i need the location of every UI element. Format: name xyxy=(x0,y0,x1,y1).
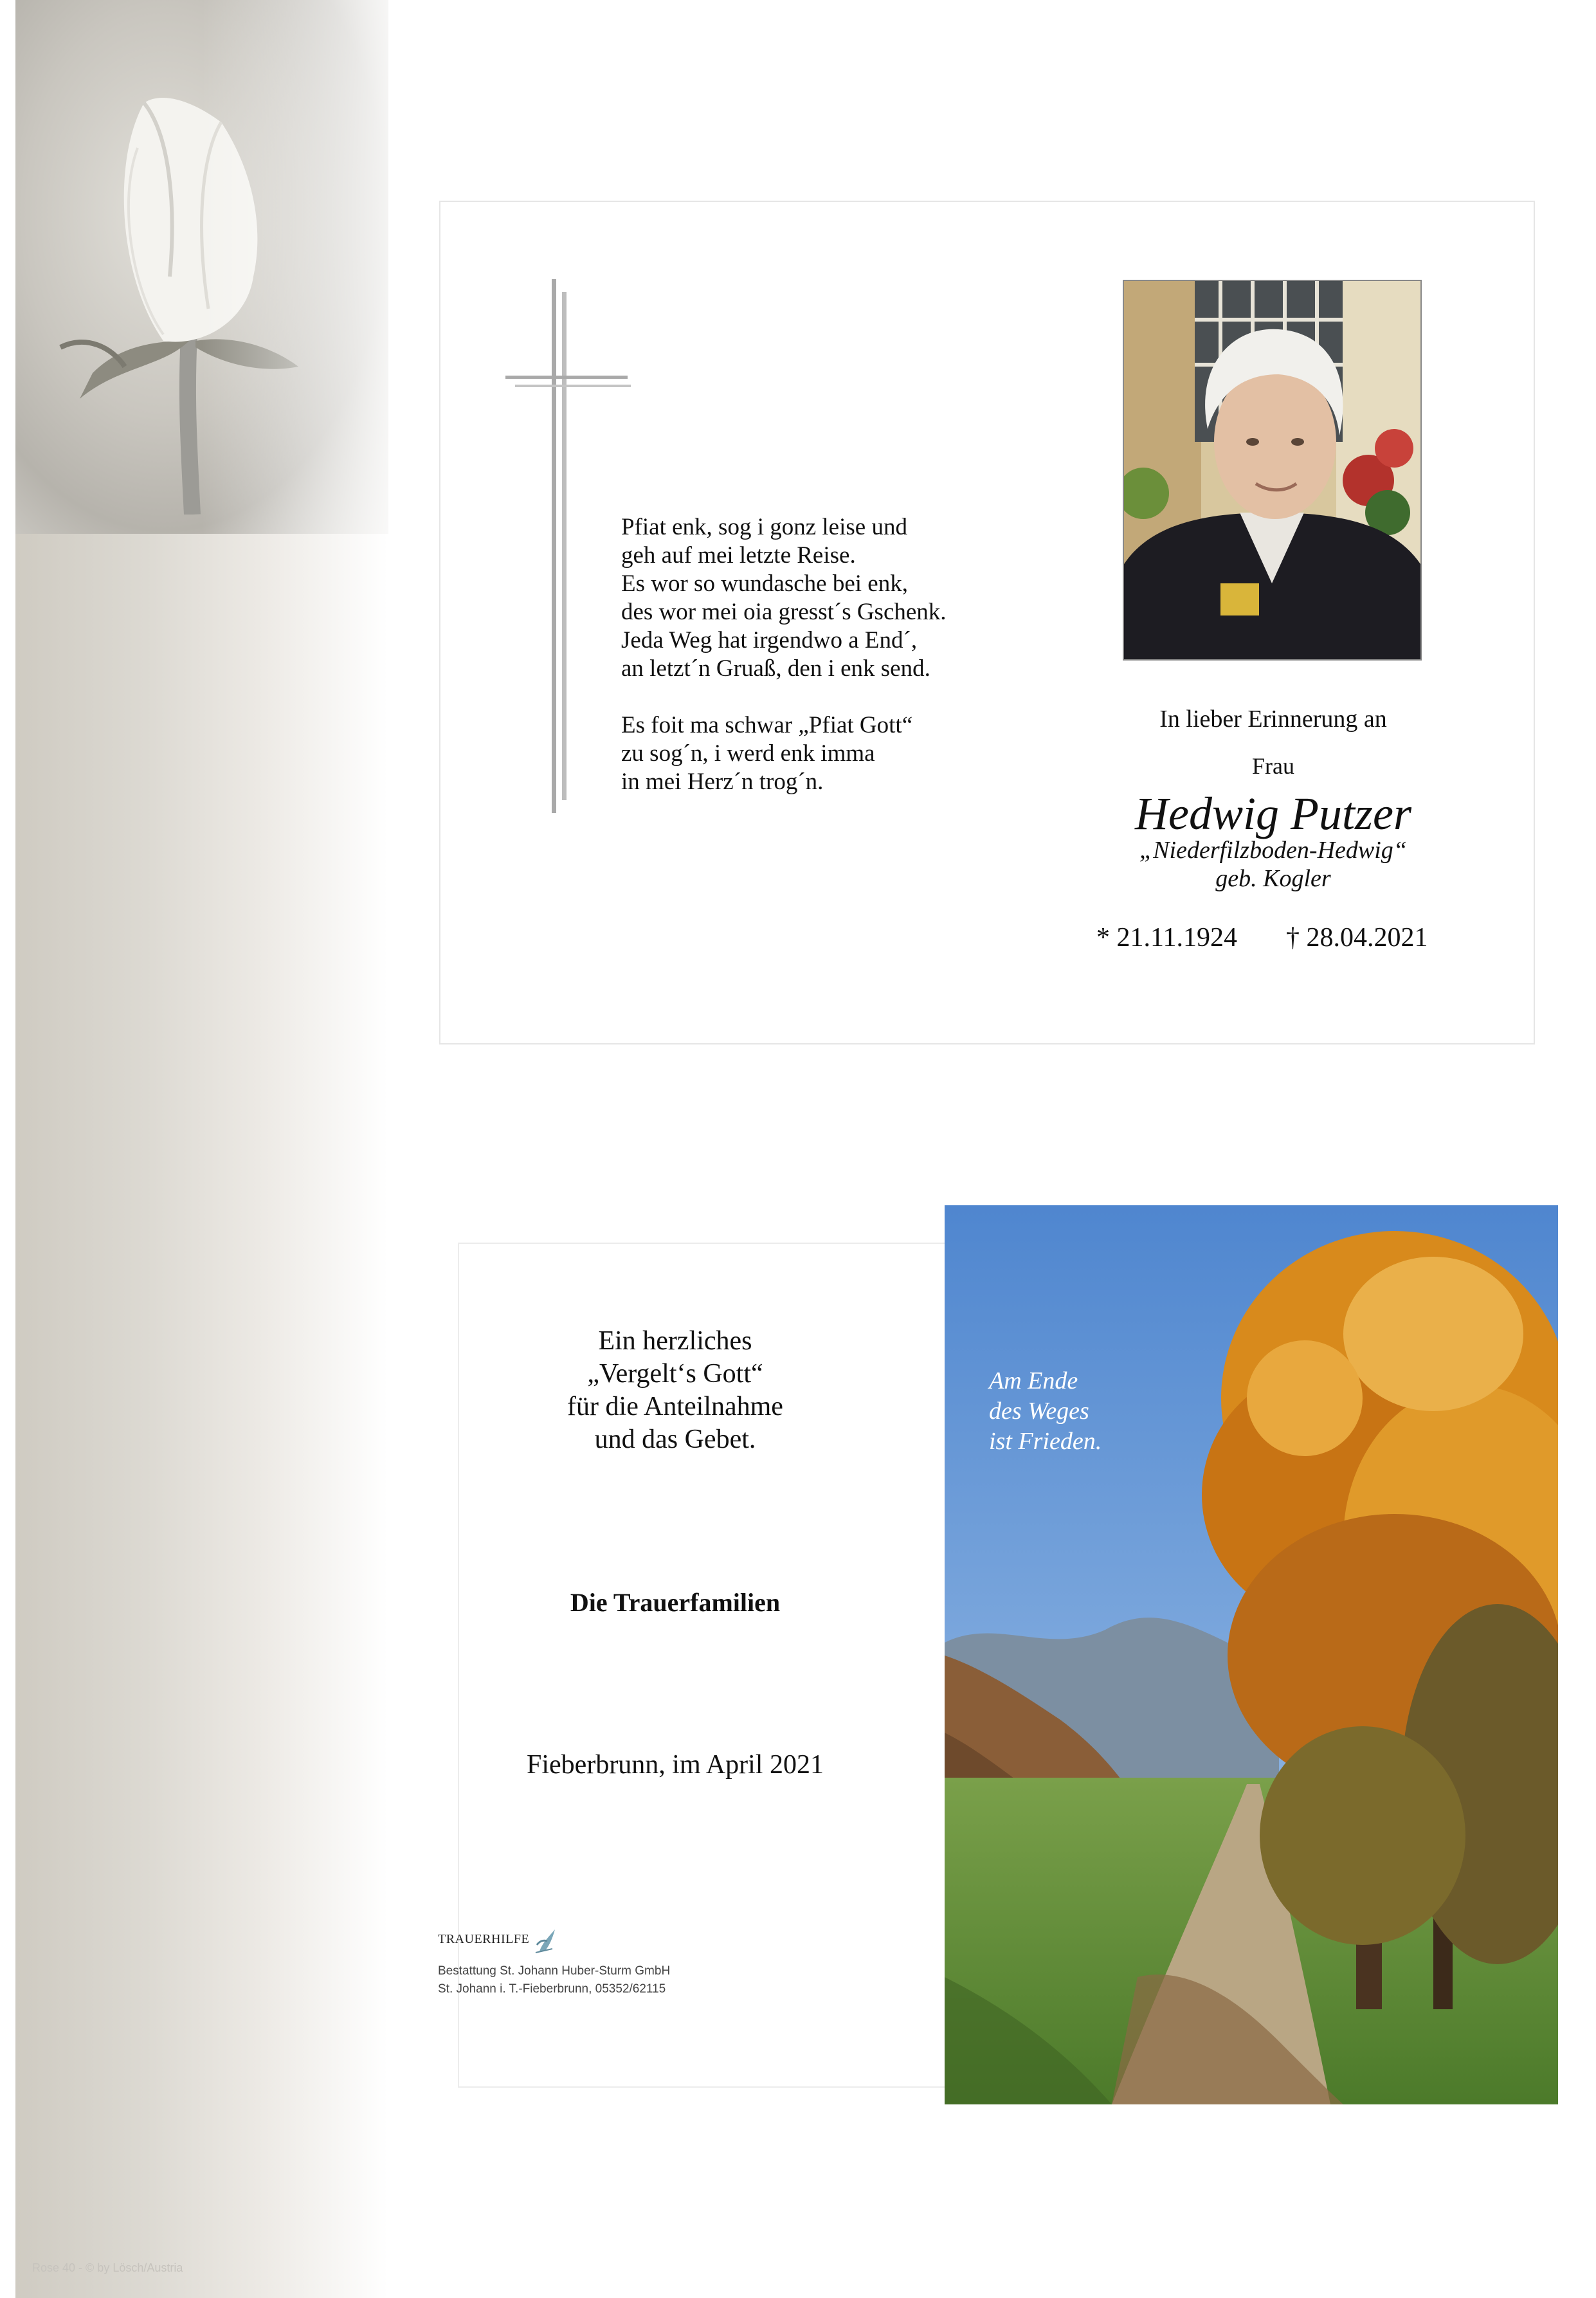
funeral-home-contact: St. Johann i. T.-Fieberbrunn, 05352/62115 xyxy=(438,1982,666,1996)
deceased-name: Hedwig Putzer xyxy=(1135,788,1411,839)
white-rose-icon xyxy=(41,64,324,515)
poem-line: Jeda Weg hat irgendwo a End´, xyxy=(621,627,918,653)
cross-icon xyxy=(505,279,634,813)
poem-line: Pfiat enk, sog i gonz leise und xyxy=(621,514,907,540)
dove-icon xyxy=(533,1926,559,1955)
thanks-line: für die Anteilnahme xyxy=(567,1392,783,1421)
quote-line: Am Ende xyxy=(989,1367,1078,1394)
thanks-line: und das Gebet. xyxy=(594,1425,756,1454)
funeral-home-info xyxy=(438,1932,670,1998)
salutation: Frau xyxy=(1252,753,1294,779)
death-date: † 28.04.2021 xyxy=(1286,923,1428,953)
poem-line: Es foit ma schwar „Pfiat Gott“ xyxy=(621,712,913,738)
poem-line: geh auf mei letzte Reise. xyxy=(621,542,856,569)
thank-you-text xyxy=(508,1325,842,1456)
poem-line: Es wor so wundasche bei enk, xyxy=(621,570,908,597)
funeral-home-brand: TRAUERHILFE xyxy=(438,1932,530,1946)
rose-image xyxy=(15,0,388,534)
quote-text xyxy=(989,1366,1102,1457)
poem-line: in mei Herz´n trog´n. xyxy=(621,769,824,795)
autumn-landscape-photo xyxy=(945,1205,1558,2104)
poem-line: zu sog´n, i werd enk imma xyxy=(621,740,875,767)
quote-line: ist Frieden. xyxy=(989,1428,1102,1455)
signature: Die Trauerfamilien xyxy=(570,1588,781,1617)
nickname: „Niederfilzboden-Hedwig“ xyxy=(1139,837,1407,864)
birth-date: * 21.11.1924 xyxy=(1096,923,1237,953)
place-date: Fieberbrunn, im April 2021 xyxy=(527,1750,824,1780)
funeral-home-name: Bestattung St. Johann Huber-Sturm GmbH xyxy=(438,1964,671,1978)
thanks-line: Ein herzliches xyxy=(598,1326,752,1356)
image-credit: Rose 40 - © by Lösch/Austria xyxy=(32,2261,183,2274)
quote-line: des Weges xyxy=(989,1398,1089,1425)
memory-intro: In lieber Erinnerung an xyxy=(1159,706,1387,733)
poem-line: an letzt´n Gruaß, den i enk send. xyxy=(621,655,930,682)
poem-line: des wor mei oia gresst´s Gschenk. xyxy=(621,599,947,625)
portrait-photo xyxy=(1123,280,1422,661)
maiden-name: geb. Kogler xyxy=(1215,865,1331,892)
poem xyxy=(621,513,1020,796)
thanks-line: „Vergelt‘s Gott“ xyxy=(587,1359,763,1389)
